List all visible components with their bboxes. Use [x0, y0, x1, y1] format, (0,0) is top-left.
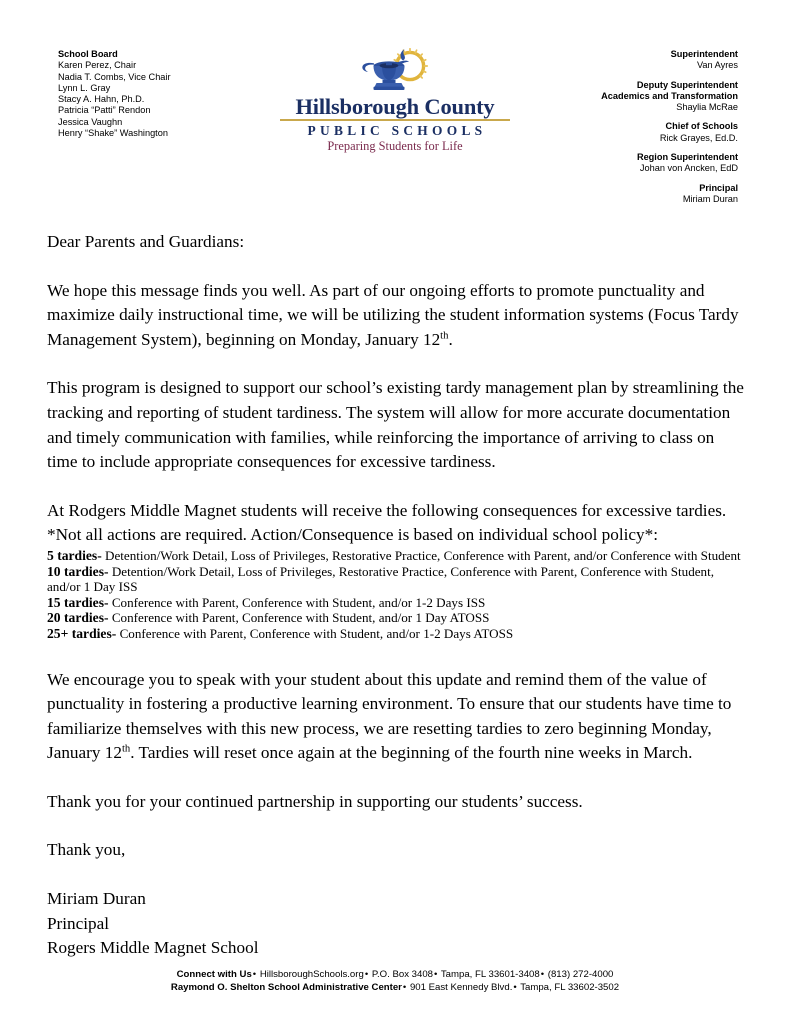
footer-contact-line — [0, 968, 790, 981]
letter-body — [47, 230, 747, 961]
bullet-separator: • — [513, 982, 517, 994]
school-board-title: School Board — [58, 49, 118, 59]
paragraph-intro-text: We hope this message finds you well. As part of our ongoing efforts to promote punctuality and maximize daily instructional time, we will be utilizing the student information systems (Focus Tardy Management System), beginning on Monday, January 12 — [47, 280, 739, 349]
letterhead-header — [0, 0, 790, 204]
paragraph-closing-tail: . Tardies will reset once again at the beginning of the fourth nine weeks in March. — [130, 743, 693, 763]
tardy-tier-label: 5 tardies- — [47, 547, 102, 563]
footer-connect-label: Connect with Us — [176, 969, 252, 980]
tardy-tier-text: Conference with Parent, Conference with Student, and/or 1 Day ATOSS — [111, 610, 490, 626]
school-board-block — [58, 49, 171, 139]
paragraph-program-description: This program is designed to support our school’s existing tardy management plan by streamlining the tracking and reporting of student tardiness. The system will allow for more accurate documentation and timely communication with families, while reinforcing the importance of arriving to class on time to include appropriate consequences for excessive tardiness. — [47, 378, 744, 472]
official-title: Chief of Schools — [665, 121, 738, 132]
paragraph-consequences-intro: At Rodgers Middle Magnet students will receive the following consequences for excessive tardies. *Not all actions are required. Action/Consequence is based on individual school policy*: — [47, 500, 727, 545]
official-title-second-line: Academics and Transformation — [601, 90, 738, 101]
tardy-tier-row — [47, 626, 747, 642]
paragraph-closing-text: We encourage you to speak with your student about this update and remind them of the value of punctuality in fostering a productive learning environment. To ensure that our students have time to familiarize themselves with this new process, we are resetting tardies to zero beginning Monday, January 12 — [47, 669, 732, 763]
paragraph-intro-tail: . — [448, 329, 453, 349]
official-title: Deputy Superintendent — [636, 79, 738, 90]
official-name: Rick Grayes, Ed.D. — [659, 132, 738, 143]
footer-city-zip: Tampa, FL 33601-3408 — [440, 969, 540, 980]
school-board-member: Patricia “Patti” Rendon — [58, 105, 151, 116]
tardy-tier-text: Detention/Work Detail, Loss of Privileges, Restorative Practice, Conference with Parent, and/or Conference with Student — [105, 547, 741, 563]
footer-po-box: P.O. Box 3408 — [371, 969, 434, 980]
ordinal-suffix: th — [440, 330, 449, 342]
official-title: Superintendent — [670, 49, 738, 59]
official-entry — [601, 183, 738, 206]
bullet-separator: • — [364, 969, 369, 980]
tardy-tier-text: Conference with Parent, Conference with Student, and/or 1-2 Days ISS — [111, 594, 486, 610]
official-name: Shaylia McRae — [676, 102, 738, 113]
tardy-tier-row — [47, 595, 747, 611]
bullet-separator: • — [540, 969, 545, 980]
school-board-member: Karen Perez, Chair — [58, 60, 137, 71]
official-entry — [601, 49, 738, 72]
district-officials-block — [601, 49, 738, 205]
paragraph-thanks: Thank you for your continued partnership in supporting our students’ success. — [47, 791, 583, 811]
official-name: Van Ayres — [696, 60, 738, 71]
official-title: Principal — [699, 182, 738, 193]
school-board-member: Henry “Shake” Washington — [58, 128, 168, 139]
footer-website[interactable]: HillsboroughSchools.org — [259, 969, 364, 980]
bullet-separator: • — [434, 969, 438, 980]
logo-subtitle: PUBLIC SCHOOLS — [307, 123, 487, 138]
tardy-tier-row — [47, 610, 747, 626]
signer-title: Principal — [47, 913, 110, 933]
footer-phone[interactable]: (813) 272-4000 — [547, 969, 614, 980]
letterhead-footer — [0, 968, 790, 994]
signer-name: Miriam Duran — [47, 889, 146, 909]
tardy-tier-label: 10 tardies- — [47, 563, 109, 579]
bullet-separator: • — [252, 969, 257, 980]
ordinal-suffix: th — [121, 743, 131, 755]
school-board-member: Nadia T. Combs, Vice Chair — [58, 71, 171, 82]
tardy-tier-label: 15 tardies- — [47, 594, 109, 610]
tardy-tier-label: 20 tardies- — [47, 610, 109, 626]
official-entry — [601, 121, 738, 144]
footer-street: 901 East Kennedy Blvd. — [409, 982, 513, 994]
official-entry — [601, 152, 738, 175]
official-name: Miriam Duran — [682, 193, 738, 204]
school-board-member: Jessica Vaughn — [58, 116, 123, 127]
paragraph-intro — [47, 279, 747, 353]
tardy-tier-text: Detention/Work Detail, Loss of Privileges, Restorative Practice, Conference with Parent, Conference with Student, and/or 1 Day ISS — [47, 563, 715, 595]
logo-wordmark: Hillsborough County — [295, 94, 495, 119]
official-entry — [601, 80, 738, 114]
paragraph-closing-guidance — [47, 668, 747, 766]
salutation: Dear Parents and Guardians: — [47, 232, 245, 251]
closing-salutation: Thank you, — [47, 840, 126, 860]
footer-center-city-zip: Tampa, FL 33602-3502 — [520, 982, 620, 994]
logo-tagline: Preparing Students for Life — [327, 139, 463, 153]
tardy-tier-text: Conference with Parent, Conference with Student, and/or 1-2 Days ATOSS — [119, 625, 514, 641]
spacer — [47, 642, 747, 668]
bullet-separator: • — [402, 982, 407, 994]
logo-divider-rule — [280, 119, 510, 121]
official-title: Region Superintendent — [636, 152, 738, 163]
official-name: Johan von Ancken, EdD — [639, 163, 738, 174]
signer-school: Rogers Middle Magnet School — [47, 938, 259, 958]
oil-lamp-sunburst-icon — [278, 48, 512, 94]
school-board-member: Stacy A. Hahn, Ph.D. — [58, 94, 145, 105]
district-logo — [278, 48, 512, 154]
tardy-tier-row — [47, 548, 747, 564]
footer-center-label: Raymond O. Shelton School Administrative Center — [170, 982, 402, 994]
tardy-consequence-list — [47, 548, 747, 642]
school-board-member: Lynn L. Gray — [58, 82, 111, 93]
tardy-tier-label: 25+ tardies- — [47, 625, 117, 641]
tardy-tier-row — [47, 564, 747, 595]
footer-address-line — [0, 981, 790, 994]
